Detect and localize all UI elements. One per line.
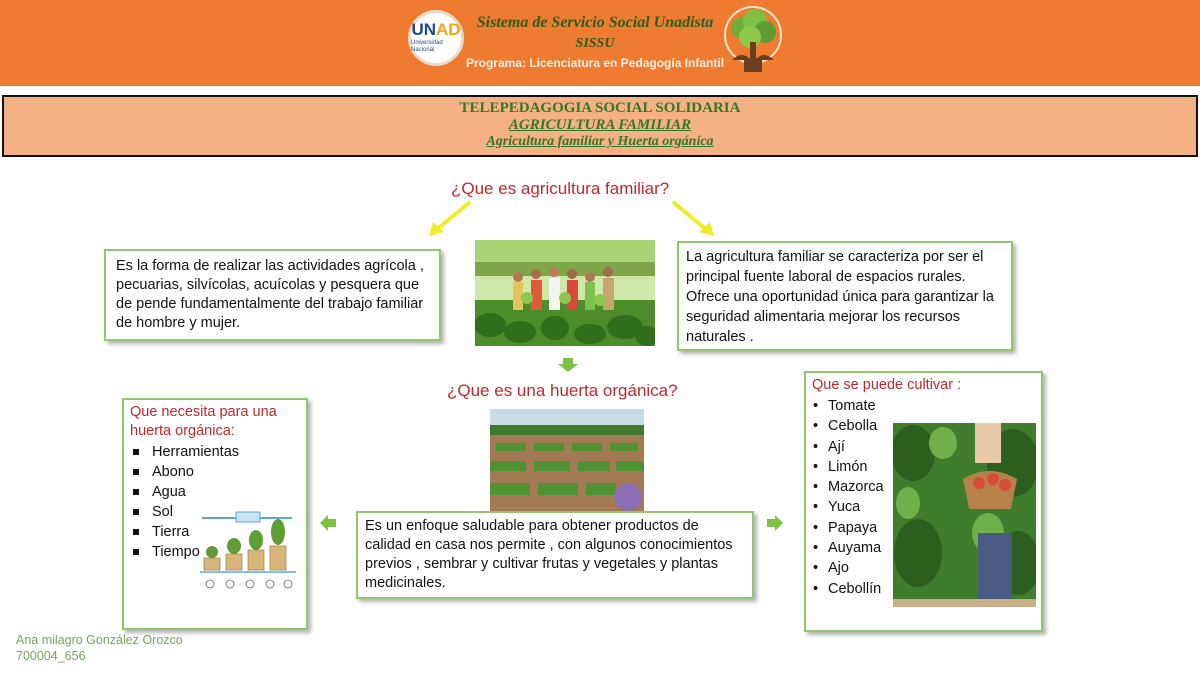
unad-logo-mark: UNAD — [411, 20, 461, 39]
list-item: • Auyama — [812, 538, 1035, 558]
list-item: • Cebolla — [812, 416, 1035, 436]
author-code: 700004_656 — [16, 649, 86, 663]
title-line-1: TELEPEDAGOGIA SOCIAL SOLIDARIA — [459, 100, 741, 116]
organic-garden-photo — [490, 409, 644, 513]
author-name: Ana milagro González Orozco — [16, 633, 183, 647]
list-item: Herramientas — [130, 442, 300, 462]
unad-logo-subtext: Universidad Nacional — [411, 40, 443, 53]
list-item: Tiempo — [130, 542, 300, 562]
crops-title: Que se puede cultivar : — [812, 377, 962, 393]
arrow-down-icon — [558, 358, 578, 372]
huerta-description-text: Es un enfoque saludable para obtener productos de calidad en casa nos permite , con algunos conocimientos previos , sembrar y cultivar frutas y vegetales y plantas medicinales. — [365, 518, 733, 591]
characteristics-box — [677, 241, 1013, 351]
arrow-right-icon — [767, 515, 783, 531]
list-item: • Mazorca — [812, 477, 1035, 497]
plant-growth-diagram — [196, 508, 300, 598]
characteristics-text: La agricultura familiar se caracteriza por ser el principal fuente laboral de espacios rurales. Ofrece una oportunidad única para garantizar la seguridad alimentaria mejorar los recursos naturales . — [686, 249, 994, 345]
arrow-down-right-icon — [668, 198, 718, 240]
header-program: Programa: Licenciatura en Pedagogía Infantil — [465, 56, 725, 70]
arrow-down-left-icon — [425, 198, 475, 240]
list-item: • Limón — [812, 457, 1035, 477]
vegetable-basket-photo — [893, 423, 1036, 607]
title-line-2: AGRICULTURA FAMILIAR — [508, 117, 692, 133]
definition-box — [104, 249, 441, 341]
title-line-3: Agricultura familiar y Huerta orgánica — [486, 134, 714, 149]
list-item: • Cebollín — [812, 579, 1035, 599]
list-item: • Tomate — [812, 396, 1035, 416]
huerta-description-box — [356, 511, 754, 599]
author-info — [16, 632, 183, 664]
header-title: Sistema de Servicio Social Unadista — [476, 14, 714, 31]
question-agricultura-familiar: ¿Que es agricultura familiar? — [451, 179, 670, 198]
list-item: Agua — [130, 482, 300, 502]
question-huerta-organica: ¿Que es una huerta orgánica? — [447, 381, 678, 400]
list-item: • Ajo — [812, 558, 1035, 578]
arrow-left-icon — [320, 515, 336, 531]
list-item: • Ají — [812, 437, 1035, 457]
needs-title: Que necesita para una huerta orgánica: — [130, 404, 277, 439]
list-item: Abono — [130, 462, 300, 482]
list-item: • Papaya — [812, 518, 1035, 538]
definition-text: Es la forma de realizar las actividades agrícola , pecuarias, silvícolas, acuícolas y pesquera que de pende fundamentalmente del trabajo familiar de hombre y mujer. — [116, 258, 424, 331]
title-panel — [2, 95, 1198, 157]
list-item: Sol — [130, 502, 300, 522]
list-item: • Yuca — [812, 497, 1035, 517]
tree-hands-logo — [722, 4, 784, 76]
family-farming-photo — [475, 240, 655, 346]
header-acronym: SISSU — [575, 36, 615, 51]
list-item: Tierra — [130, 522, 300, 542]
